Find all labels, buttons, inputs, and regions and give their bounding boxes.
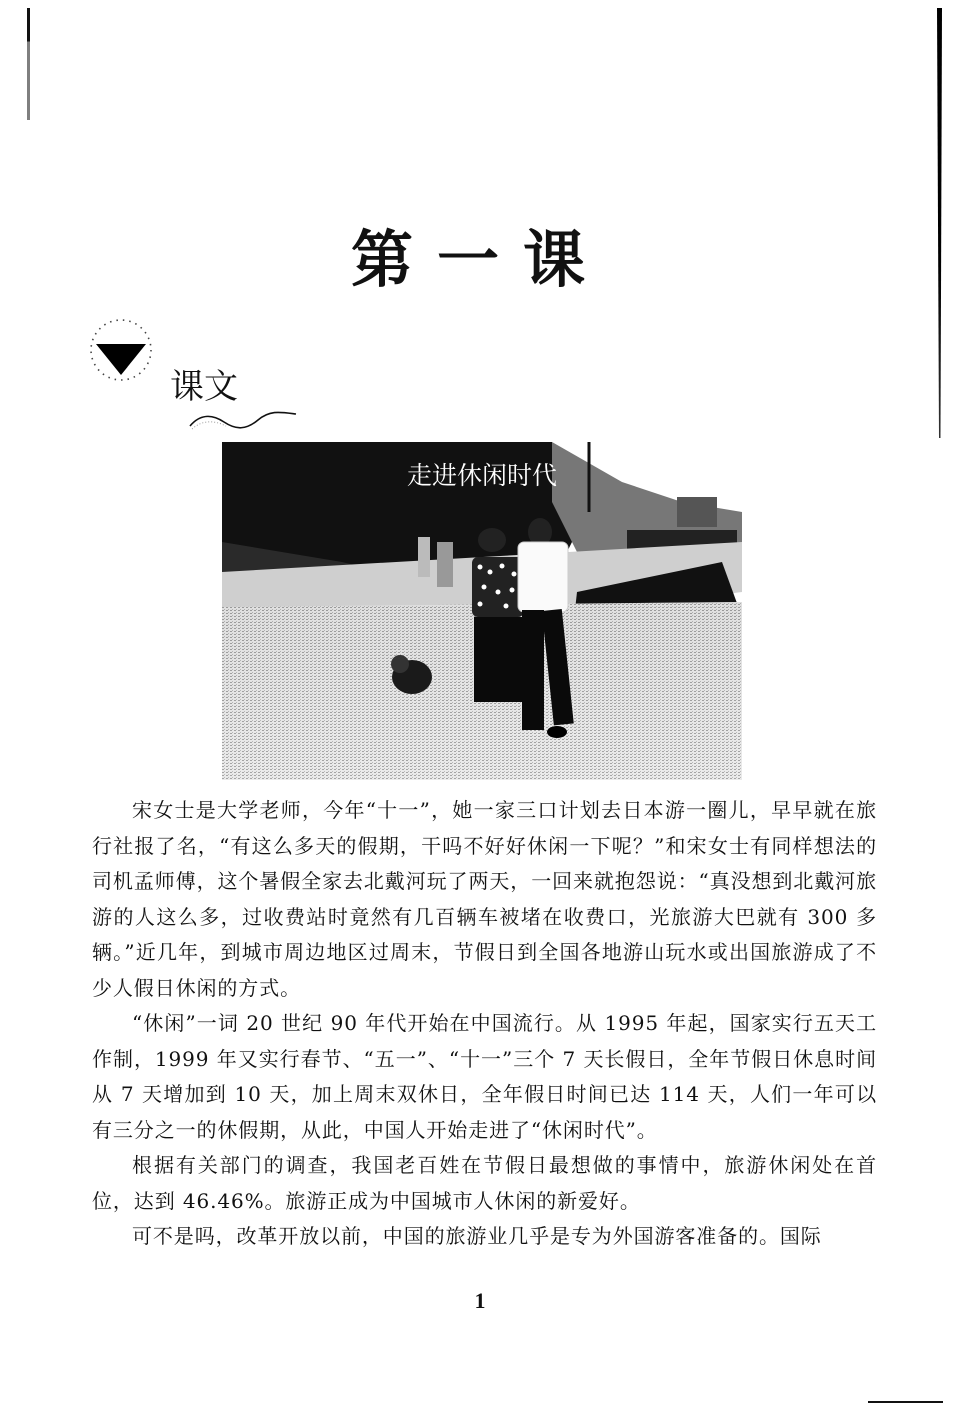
paragraph: 可不是吗，改革开放以前，中国的旅游业几乎是专为外国游客准备的。国际 xyxy=(132,1224,822,1248)
scan-edge-bottom xyxy=(868,1401,943,1403)
wave-underline-icon xyxy=(188,408,298,430)
down-triangle-icon xyxy=(86,318,156,388)
paragraph: “休闲”一词 20 世纪 90 年代开始在中国流行。从 1995 年起，国家实行五天工作制，1999 年又实行春节、“五一”、“十一”三个 7 天长假日，全年节假日休息时间从 7 天增加到 10 天，加上周末双休日，全年假日时间已达 114 天，人们一年可以有三分之一的休假期，从此，中国人开始走进了“休闲时代”。 xyxy=(92,1011,877,1142)
lesson-photo xyxy=(222,442,742,780)
scan-edge-left xyxy=(27,8,30,120)
lesson-text xyxy=(92,793,877,1255)
paragraph: 根据有关部门的调查，我国老百姓在节假日最想做的事情中，旅游休闲处在首位，达到 46.46%。旅游正成为中国城市人休闲的新爱好。 xyxy=(92,1153,877,1213)
paragraph: 宋女士是大学老师，今年“十一”，她一家三口计划去日本游一圈儿，早早就在旅行社报了名，“有这么多天的假期，干吗不好好休闲一下呢？”和宋女士有同样想法的司机孟师傅，这个暑假全家去北戴河玩了两天，一回来就抱怨说：“真没想到北戴河旅游的人这么多，过收费站时竟然有几百辆车被堵在收费口，光旅游大巴就有 300 多辆。”近几年，到城市周边地区过周末，节假日到全国各地游山玩水或出国旅游成了不少人假日休闲的方式。 xyxy=(92,798,877,1000)
section-label: 课文 xyxy=(170,367,238,407)
page-number: 1 xyxy=(474,1288,486,1313)
chapter-title: 第一课 xyxy=(350,223,609,296)
photo-caption: 走进休闲时代 xyxy=(406,461,557,490)
